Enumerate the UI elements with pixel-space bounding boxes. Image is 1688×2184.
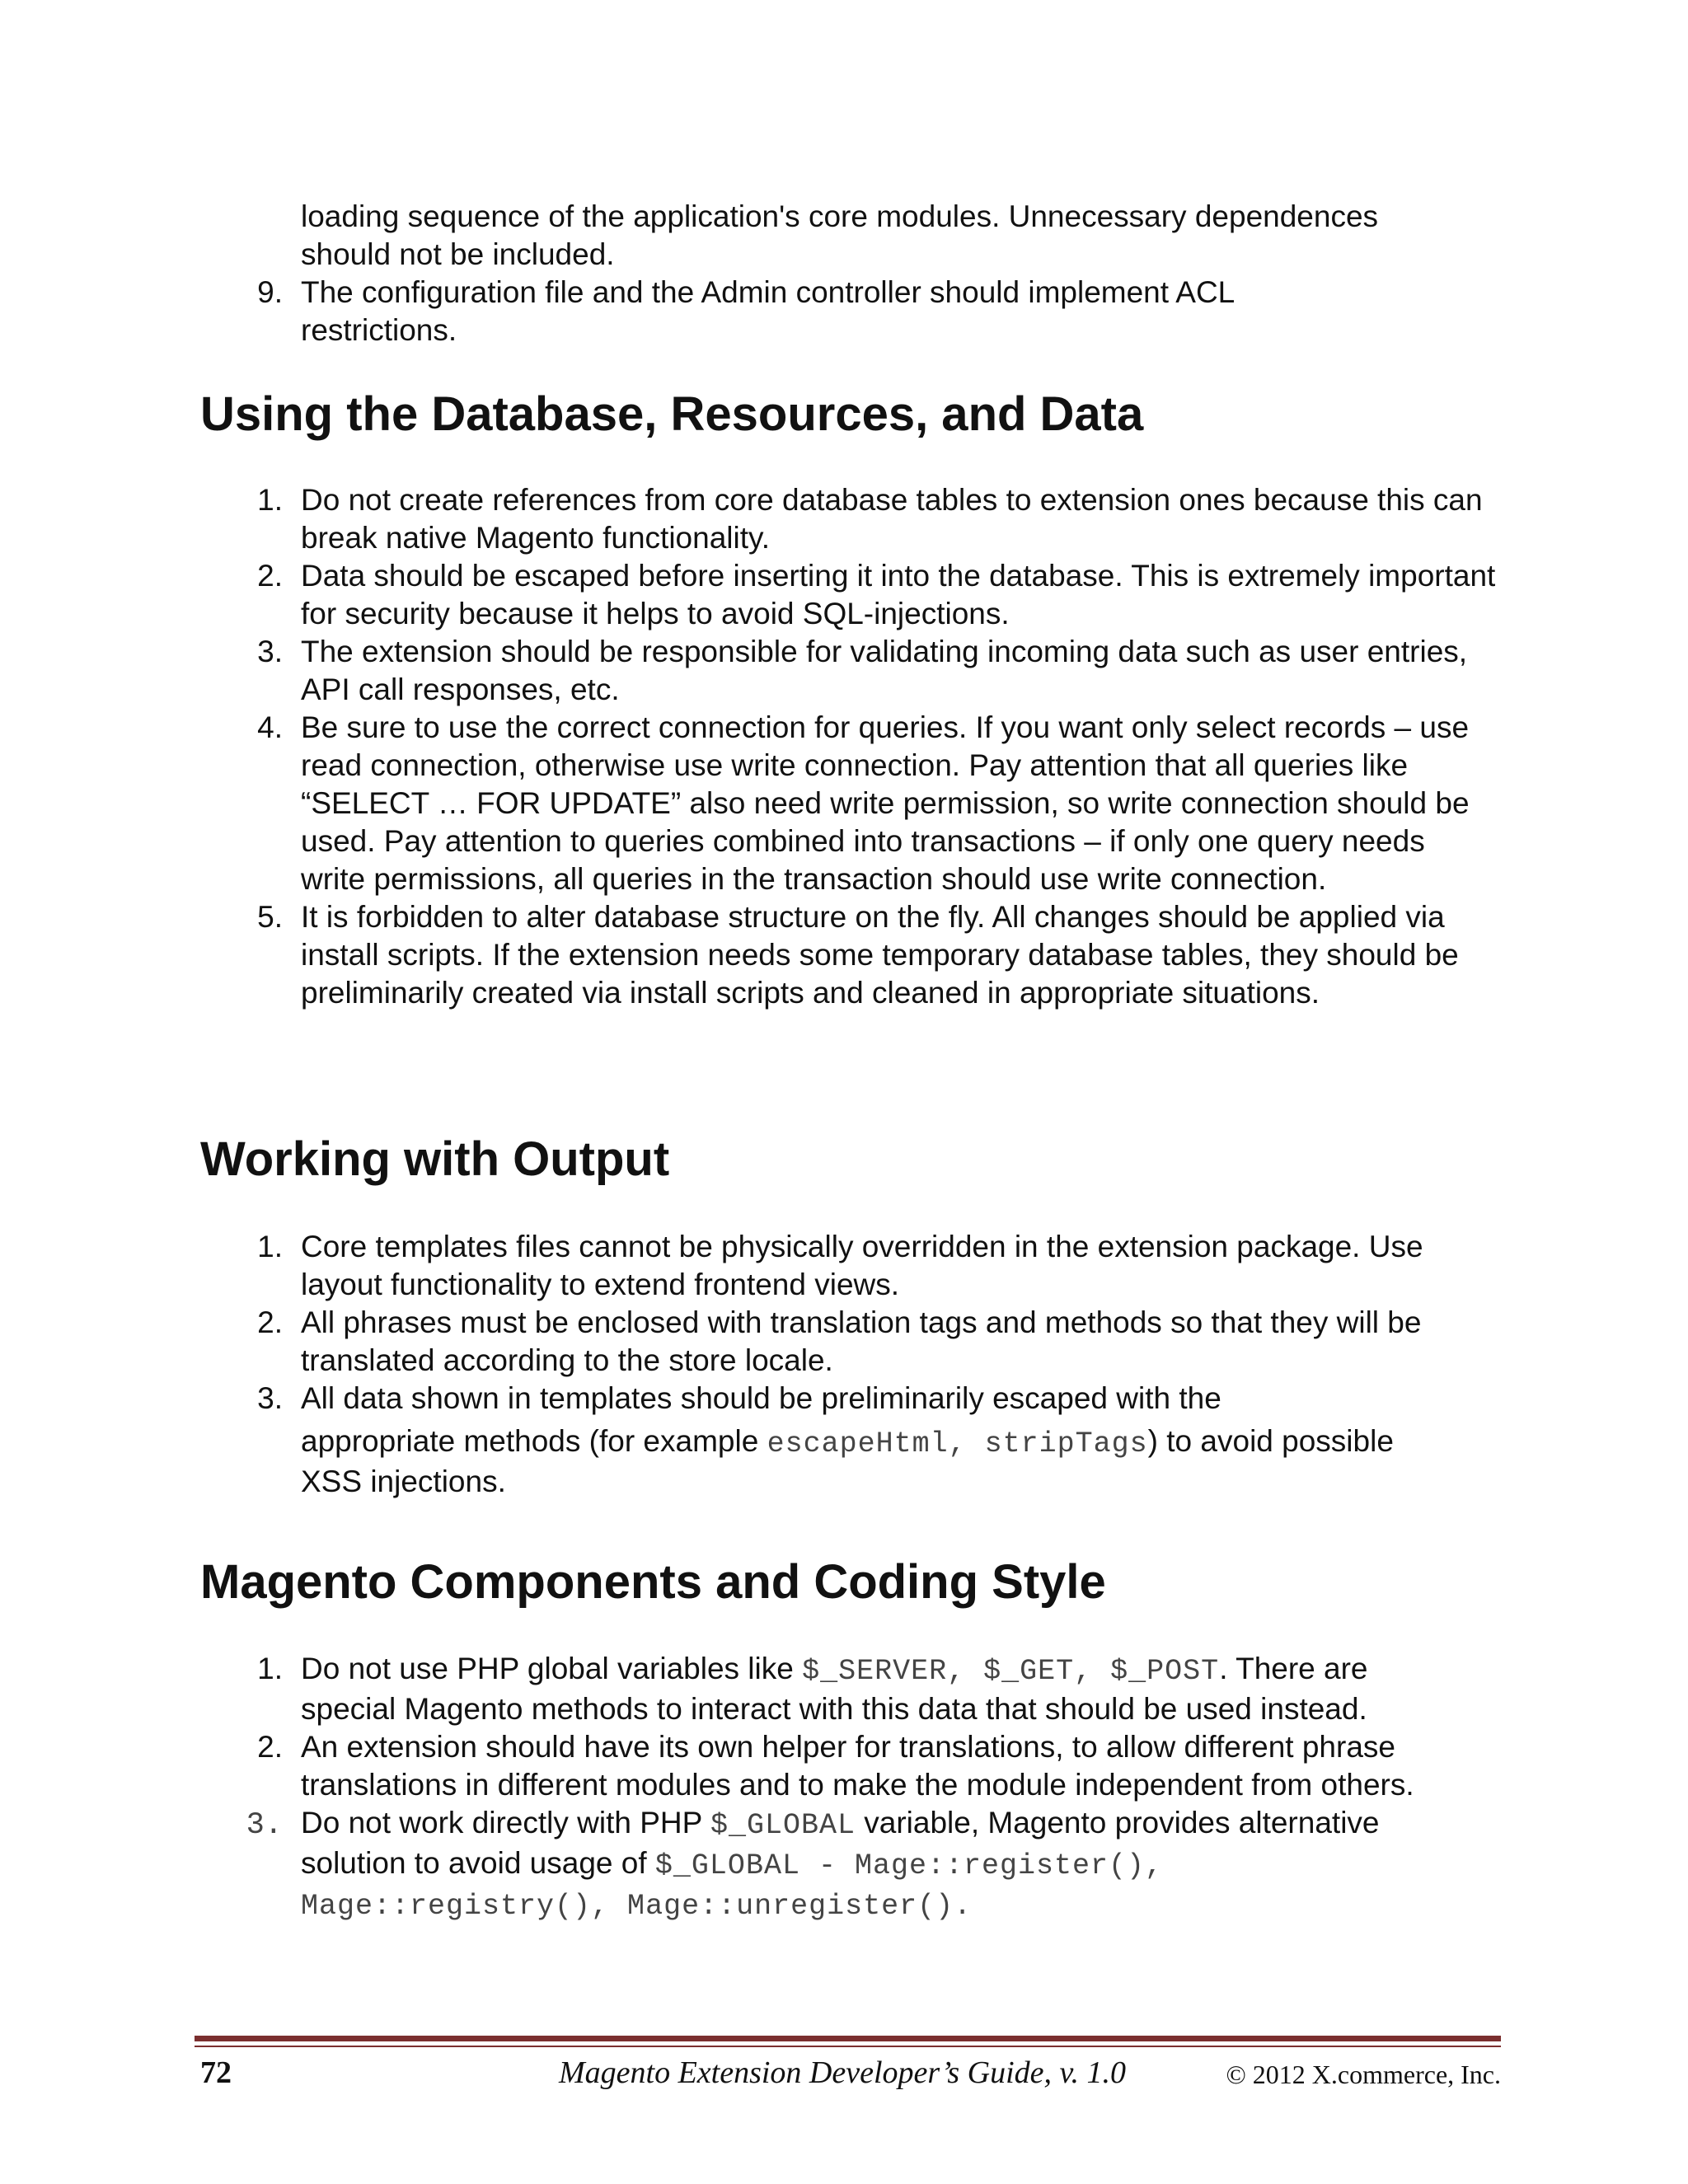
item-number: 1.	[257, 483, 283, 517]
code-mage-register: $_GLOBAL - Mage::register(),	[654, 1849, 1164, 1882]
item-line: XSS injections.	[301, 1465, 506, 1498]
text-run: appropriate methods (for example	[301, 1424, 767, 1458]
item-line: special Magento methods to interact with this data that should be used instead.	[301, 1692, 1367, 1726]
code-striptags: stripTags	[984, 1427, 1148, 1460]
item-line: All data shown in templates should be preliminarily escaped with the	[301, 1381, 1221, 1415]
item-number: 4.	[257, 710, 283, 744]
continued-line-2: should not be included.	[301, 237, 615, 271]
item-9-line-2: restrictions.	[301, 313, 457, 347]
section-heading-database: Using the Database, Resources, and Data	[200, 387, 1144, 441]
item-text: The extension should be responsible for validating incoming data such as user entries, API call responses, etc.	[301, 635, 1468, 706]
text-run: ) to avoid possible	[1147, 1424, 1394, 1458]
item-number: 9.	[257, 275, 283, 309]
footer-rule-thin	[195, 2046, 1501, 2047]
text-run: . There are	[1219, 1652, 1368, 1685]
item-number: 3.	[246, 1808, 283, 1843]
list-item	[200, 1304, 1503, 1380]
list-item	[200, 1728, 1503, 1804]
item-text	[301, 1804, 1496, 1925]
item-text: Data should be escaped before inserting it into the database. This is extremely important for security because it helps to avoid SQL-injections.	[301, 559, 1496, 630]
item-text: All phrases must be enclosed with translation tags and methods so that they will be translated according to the store locale.	[301, 1305, 1422, 1377]
section-output-heading-wrap	[200, 1131, 1503, 1188]
code-php-globals: $_SERVER, $_GET, $_POST	[802, 1655, 1220, 1688]
output-list	[200, 1228, 1503, 1501]
components-list	[200, 1650, 1503, 1925]
item-text: Do not create references from core database tables to extension ones because this can break native Magento functionality.	[301, 483, 1483, 555]
list-item	[200, 709, 1503, 898]
copyright-notice: © 2012 X.commerce, Inc.	[1226, 2060, 1501, 2089]
section-components-heading-wrap	[200, 1554, 1503, 1611]
footer-rule-thick	[195, 2036, 1501, 2041]
page-footer	[200, 2052, 1501, 2102]
item-number: 2.	[257, 1305, 283, 1339]
code-global: $_GLOBAL	[710, 1809, 856, 1842]
continued-list	[200, 198, 1503, 349]
item-line	[301, 1844, 1496, 1885]
item-number: 5.	[257, 900, 283, 934]
code-escapehtml: escapeHtml	[767, 1427, 949, 1460]
text-run: Do not use PHP global variables like	[301, 1652, 803, 1685]
list-item	[200, 481, 1503, 557]
item-number: 3.	[257, 1381, 283, 1415]
item-line	[301, 1804, 1496, 1844]
continued-line-1: loading sequence of the application's core modules. Unnecessary dependences	[301, 199, 1379, 233]
section-heading-output: Working with Output	[200, 1132, 670, 1186]
page-number: 72	[200, 2055, 232, 2090]
item-number: 3.	[257, 635, 283, 668]
item-text	[301, 1380, 1496, 1501]
item-number: 1.	[257, 1230, 283, 1263]
list-item-9	[200, 274, 1503, 349]
item-line	[301, 1885, 1496, 1925]
item-9-line-1: The configuration file and the Admin controller should implement ACL	[301, 275, 1236, 309]
item-line	[301, 1422, 1496, 1463]
list-item	[200, 898, 1503, 1012]
text-run: Do not work directly with PHP	[301, 1806, 710, 1840]
code-mage-registry: Mage::registry(), Mage::unregister().	[301, 1890, 973, 1923]
section-heading-components: Magento Components and Coding Style	[200, 1555, 1106, 1609]
item-number: 2.	[257, 1730, 283, 1764]
list-item	[200, 1380, 1503, 1501]
text-run: variable, Magento provides alternative	[855, 1806, 1380, 1840]
database-list	[200, 481, 1503, 1012]
item-text: An extension should have its own helper for translations, to allow different phrase translations in different modules and to make the module independent from others.	[301, 1730, 1414, 1802]
list-item	[200, 1650, 1503, 1728]
list-item-continued	[200, 198, 1503, 274]
code-separator: ,	[948, 1427, 985, 1460]
list-item	[200, 1228, 1503, 1304]
guide-title: Magento Extension Developer’s Guide, v. 1.0	[559, 2055, 1127, 2090]
item-text: Be sure to use the correct connection for queries. If you want only select records – use read connection, otherwise use write connection. Pay attention that all queries like “SELECT … FOR UPDATE” also need write permission, so write connection should be used. Pay attention to queries combined into transactions – if only one query needs write permissions, all queries in the transaction should use write connection.	[301, 710, 1470, 896]
item-text: Core templates files cannot be physically overridden in the extension package. Use layout functionality to extend frontend views.	[301, 1230, 1423, 1301]
list-item	[200, 1804, 1503, 1925]
item-line	[301, 1650, 1496, 1690]
list-item	[200, 633, 1503, 709]
item-number: 1.	[257, 1652, 283, 1685]
item-text	[301, 1650, 1496, 1728]
text-run: solution to avoid usage of	[301, 1846, 655, 1880]
item-number: 2.	[257, 559, 283, 593]
section-database-heading-wrap	[200, 386, 1503, 443]
item-text: It is forbidden to alter database structure on the fly. All changes should be applied via install scripts. If the extension needs some temporary database tables, they should be preliminarily created via install scripts and cleaned in appropriate situations.	[301, 900, 1459, 1010]
list-item	[200, 557, 1503, 633]
